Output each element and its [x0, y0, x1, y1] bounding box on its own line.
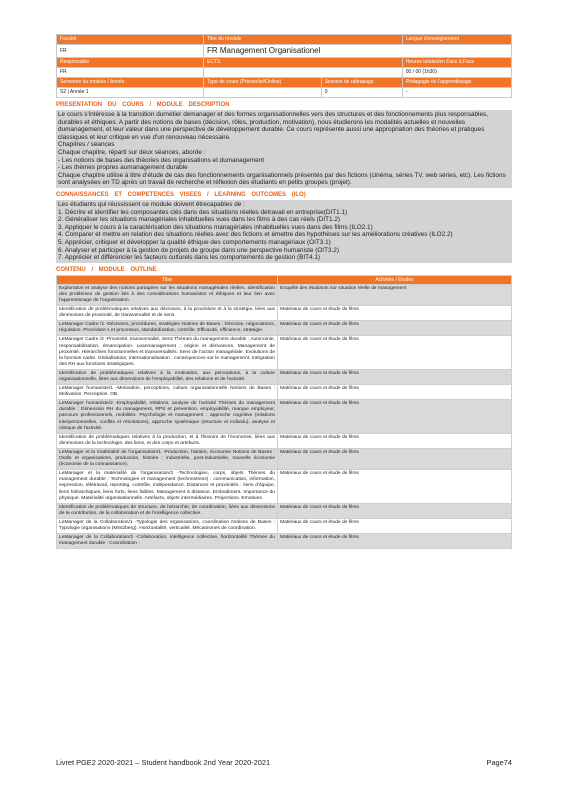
outcome-line: Les étudiants qui réussissent ce module doivent êtrecapables de :: [58, 200, 245, 208]
presentation-block: [56, 110, 512, 188]
table-row: [57, 433, 512, 448]
content-heading: CONTENU / MODULE OUTLINE: [56, 266, 157, 273]
outline-activity: Enquête des étudiants sur situation réelle de management: [278, 284, 512, 305]
header-value: [204, 68, 403, 78]
outline-table: [56, 275, 512, 550]
presentation-heading: PRESENTATION DU COURS / MODULE DESCRIPTION: [56, 102, 230, 108]
outline-topic: LeManager de la Collaboration/1 -Typologie des organisations, coordination Notions de Bases : Typologie organisations (Mintzberg). Horizontalité, verticalité. Mécanismes de coordination.: [57, 518, 278, 533]
table-row: [57, 503, 512, 518]
header-label: Titre du module: [204, 35, 403, 45]
header-value: 0: [321, 88, 402, 98]
outline-activity: Matériaux de cours et étude de films: [278, 306, 512, 321]
outcome-line: 3. Appliquer le cours à la caractérisation des situations managériales inhabituelles vues dans des films (ILO2.1): [58, 223, 373, 231]
outline-topic: LeManager et la matérialité de l'organisation/2 -Technologies, corps, objets Thèmes du management durable : Technologies et management (technostress) : communication, information, expression, télétravail, reporting, contrôle, indépendance. Distances et proximités : liens d'équipe, liens hiérarchiques, liens forts, liens faibles. Management à distance. Embodiment. Importance du physique. Matérialité organisationnelle. Artefacts, objets intermédiaires. Projections. Emotions.: [57, 470, 278, 503]
header-label: Langue d'enseignement: [402, 35, 511, 45]
outline-activity: Matériaux de cours et étude de films: [278, 470, 512, 503]
outline-activity: Matériaux de cours et étude de films: [278, 400, 512, 433]
outline-topic: LeManager humaniste/1 -Motivation, perceptions, culture organisationnelle Notions de Bases : Motivation. Perception. OB.: [57, 385, 278, 400]
header-value: FR: [57, 45, 204, 58]
footer-page-number: Page74: [486, 758, 512, 767]
table-row: [57, 321, 512, 336]
header-value: S2 | Année 1: [57, 88, 204, 98]
outcome-line: 6. Analyser et participer à la gestion de projets de groupe dans une perspective humaniste (OIT3.2): [58, 246, 339, 254]
header-label: Faculté: [57, 35, 204, 45]
header-label: Pédagogie de l'apprentissage: [402, 78, 511, 88]
header-label: Semestre du module / Année: [57, 78, 204, 88]
outline-topic: LeManager humaniste/2 -Employabilité, relations, analyse de l'activité Thèmes du management durable : Dimension RH du management, RPS et prévention, employabilité, marque employeur, parcours professionnels, mobilités. Psychologie et management : approche cognitive (relations interpersonnelles, conflits et résolutions), approche systémique (structure et individu), analyse et clinique de l'activité.: [57, 400, 278, 433]
header-label: Type de cours (Présentiel/Online): [204, 78, 322, 88]
table-row: [57, 369, 512, 384]
outcome-line: 5. Apprécier, critiquer et développer la qualité éthique des comportements managériaux (OIT3.1): [58, 238, 331, 246]
table-header: Activités / Etudes: [278, 275, 512, 284]
outline-topic: Identification de problématiques relatives à la production, et à l'histoire de l'économie, liées aux dimensions de la technologie, des liens, et des corps et artefacts.: [57, 433, 278, 448]
outcome-line: 4. Comparer et mettre en relation des situations réelles avec des fictions et émettre des hypothèses sur les améliorations créatives (ILO2.2): [58, 231, 453, 239]
outline-activity: Matériaux de cours et étude de films: [278, 448, 512, 469]
outcome-line: 2. Généraliser les situations managériales inhabituelles vues dans les films à des cas réels (DIT1.2): [58, 216, 341, 224]
outline-topic: Identification de problématiques de structure, de hiérarchie, de coordination, liées aux dimensions de la contribution, de la collaboration et de l'intelligence collective.: [57, 503, 278, 518]
presentation-paragraph: Le cours s'intéresse à la transition durnétier demanager et des formes organisationnelles vers des structures et des fonctionnements plus responsables, durables et éthiques. A partir des notions de bases (décision, rôles, production, motivation), nous étudierons les modalités actuelles et nouvelles dumanagement, et leur valeur dans une perspective de développement durable. Ce cours représente aussi une appropriation des théories et pratiques classiques et leur critique en vue d'un renouveau nécessaire.: [58, 111, 488, 141]
outcome-line: 7. Apprécier et différencier les facteurs culturels dans les comportements de gestion (BIT4.1): [58, 254, 321, 262]
header-label: ECTS: [204, 58, 403, 68]
header-label: Heures totales/en Face à Face: [402, 58, 511, 68]
outline-activity: Matériaux de cours et étude de films: [278, 369, 512, 384]
outline-topic: LeManager Cadre /1 -Décisions, procédures, stratégies Notions de Bases : Décision, négociations, régulation. Procédure s et processus, standardisation, contrôle. Efficacité, efficience, stratégie.: [57, 321, 278, 336]
table-row: [57, 534, 512, 549]
page-footer: [56, 758, 512, 767]
table-row: [57, 336, 512, 369]
outcome-line: 1. Décrire et identifier les composantes clés dans des situations réelles detravail en entreprise(DIT1.1): [58, 208, 348, 216]
header-label: Responsable: [57, 58, 204, 68]
presentation-paragraph: Chaque chapitre, réparti sur deux séances, aborde :: [58, 148, 206, 156]
module-title: FR Management Organisationel: [204, 45, 512, 58]
footer-handbook-title: Livret PGE2 2020-2021 – Student handbook 2nd Year 2020-2021: [56, 758, 271, 767]
outcomes-heading: CONNAISSANCES ET COMPETENCES VISEES / LEARNING OUTCOMES (ILO): [56, 191, 306, 198]
outline-activity: Matériaux de cours et étude de films: [278, 385, 512, 400]
outline-activity: Matériaux de cours et étude de films: [278, 503, 512, 518]
table-row: [57, 385, 512, 400]
header-value: FR: [57, 68, 204, 78]
outline-activity: Matériaux de cours et étude de films: [278, 336, 512, 369]
header-value: [204, 88, 322, 98]
outline-topic: Identification de problématiques relatives aux décisions, à la procédure et à la stratégie, liées aux dimensions de proximité, de transversalité et de sens.: [57, 306, 278, 321]
table-row: [57, 448, 512, 469]
table-row: [57, 518, 512, 533]
presentation-paragraph: Chapitres / séances: [58, 141, 115, 149]
outline-activity: Matériaux de cours et étude de films: [278, 433, 512, 448]
outline-topic: Exploration et analyse des notions partagées sur les situations managériales réelles. Identification des problèmes de gestion liés à des considérations humanistes et éthiques et leur lien avec l'apprentissage de l'organisation.: [57, 284, 278, 305]
header-value: 00 / 00 (1h30): [402, 68, 511, 78]
outline-topic: LeManager de la Collaboration/2 -Collaboration, intelligence collective, horizontalité Thèmes du management durable : Coordination -: [57, 534, 278, 549]
outline-topic: LeManager et la matérialité de l'organisation/1 -Production, histoire, économie Notions de Bases : Outils et organisations, production, histoire : industrielle, post-industrielle, nouvelle économie (économie de la connaissance).: [57, 448, 278, 469]
outcomes-block: [56, 200, 512, 263]
outline-topic: LeManager Cadre /2 -Proximité, transversalité, Sens Thèmes du management durable : Autonomie, responsabilisation, émancipation. Leanmanagement : origine et dérivances. Management de proximité. Hiérarchies fonctionnelles et transversalités. Sens de l'action managériale. Evolutions de la fonction cadre. Globalisation, internationalisation : conséquences sur le management. Intégration des RH aux fonctions stratégiques.: [57, 336, 278, 369]
table-row: [57, 306, 512, 321]
module-header-table: [56, 34, 512, 98]
presentation-paragraph: - Les thèmes propres aumanagement durable: [58, 164, 188, 172]
outline-activity: Matériaux de cours et étude de films: [278, 518, 512, 533]
table-row: [57, 400, 512, 433]
presentation-paragraph: - Les notions de bases des théories des organisations et dumanagement: [58, 156, 265, 164]
table-header: Titre: [57, 275, 278, 284]
page-content: [56, 34, 512, 549]
outline-activity: Matériaux de cours et étude de films: [278, 534, 512, 549]
presentation-paragraph: Chaque chapitre utilise à titre d'étude de cas des fonctionnements organisationnels présentés par des fictions (cinéma, séries TV, web séries, etc). Les fictions sont analysées en TD après un travail de recherche et réflexion des étudiants en petits groupes (projet).: [58, 171, 506, 187]
table-row: [57, 284, 512, 305]
outline-topic: Identification de problématiques relatives à la motivation, aux perceptions, à la culture organisationnelle, liées aux dimensions de l'employabilité, des relations et de l'activité.: [57, 369, 278, 384]
table-row: [57, 470, 512, 503]
outline-activity: Matériaux de cours et étude de films: [278, 321, 512, 336]
header-value: -: [402, 88, 511, 98]
header-label: Session de rattrapage: [321, 78, 402, 88]
